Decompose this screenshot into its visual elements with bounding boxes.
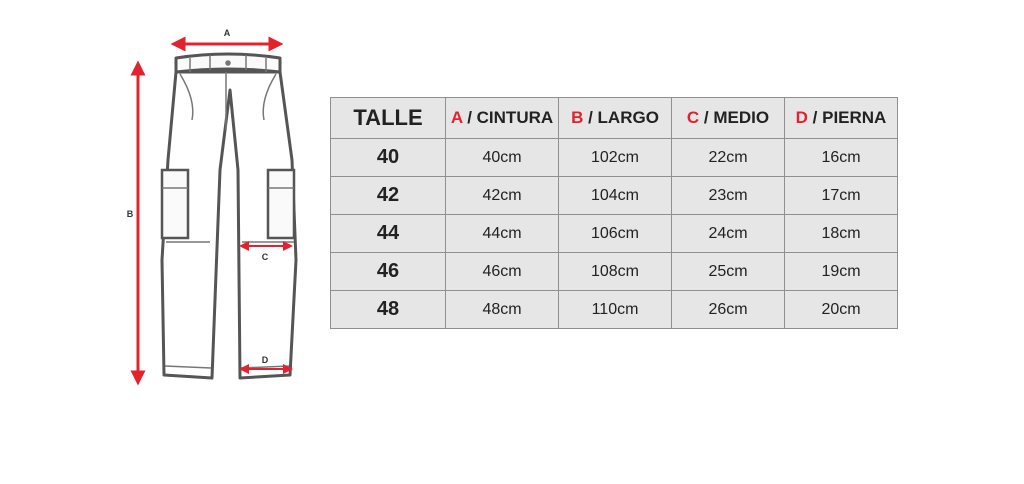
- table-row: [331, 253, 898, 291]
- dimension-label-b: B: [126, 209, 134, 219]
- header-letter: A: [450, 108, 463, 127]
- medio-cell: 25cm: [672, 253, 785, 291]
- largo-cell: 110cm: [559, 291, 672, 329]
- header-largo: [559, 98, 672, 139]
- size-cell: 46: [331, 253, 446, 291]
- largo-cell: 106cm: [559, 215, 672, 253]
- header-label: / LARGO: [583, 108, 659, 127]
- header-letter: D: [795, 108, 808, 127]
- pants-measurement-diagram: [110, 20, 320, 390]
- medio-cell: 22cm: [672, 139, 785, 177]
- header-cintura: [446, 98, 559, 139]
- header-pierna: [785, 98, 898, 139]
- size-cell: 42: [331, 177, 446, 215]
- cintura-cell: 46cm: [446, 253, 559, 291]
- pierna-cell: 18cm: [785, 215, 898, 253]
- cintura-cell: 40cm: [446, 139, 559, 177]
- header-label: / PIERNA: [807, 108, 887, 127]
- header-medio: [672, 98, 785, 139]
- largo-cell: 108cm: [559, 253, 672, 291]
- cintura-cell: 44cm: [446, 215, 559, 253]
- table-row: [331, 291, 898, 329]
- medio-cell: 26cm: [672, 291, 785, 329]
- dimension-label-d: D: [261, 355, 269, 365]
- pierna-cell: 17cm: [785, 177, 898, 215]
- size-cell: 40: [331, 139, 446, 177]
- pierna-cell: 20cm: [785, 291, 898, 329]
- largo-cell: 102cm: [559, 139, 672, 177]
- medio-cell: 23cm: [672, 177, 785, 215]
- largo-cell: 104cm: [559, 177, 672, 215]
- header-label: / CINTURA: [462, 108, 554, 127]
- cintura-cell: 48cm: [446, 291, 559, 329]
- size-chart-table: [330, 97, 898, 329]
- header-label: / MEDIO: [699, 108, 770, 127]
- header-letter: B: [571, 108, 584, 127]
- table-header-row: [331, 98, 898, 139]
- table-row: [331, 139, 898, 177]
- dimension-label-c: C: [261, 252, 269, 262]
- pierna-cell: 19cm: [785, 253, 898, 291]
- medio-cell: 24cm: [672, 215, 785, 253]
- size-cell: 48: [331, 291, 446, 329]
- pierna-cell: 16cm: [785, 139, 898, 177]
- size-cell: 44: [331, 215, 446, 253]
- table-row: [331, 177, 898, 215]
- header-talle: TALLE: [331, 98, 446, 139]
- header-letter: C: [686, 108, 700, 127]
- table-row: [331, 215, 898, 253]
- dimension-label-a: A: [223, 28, 231, 38]
- cintura-cell: 42cm: [446, 177, 559, 215]
